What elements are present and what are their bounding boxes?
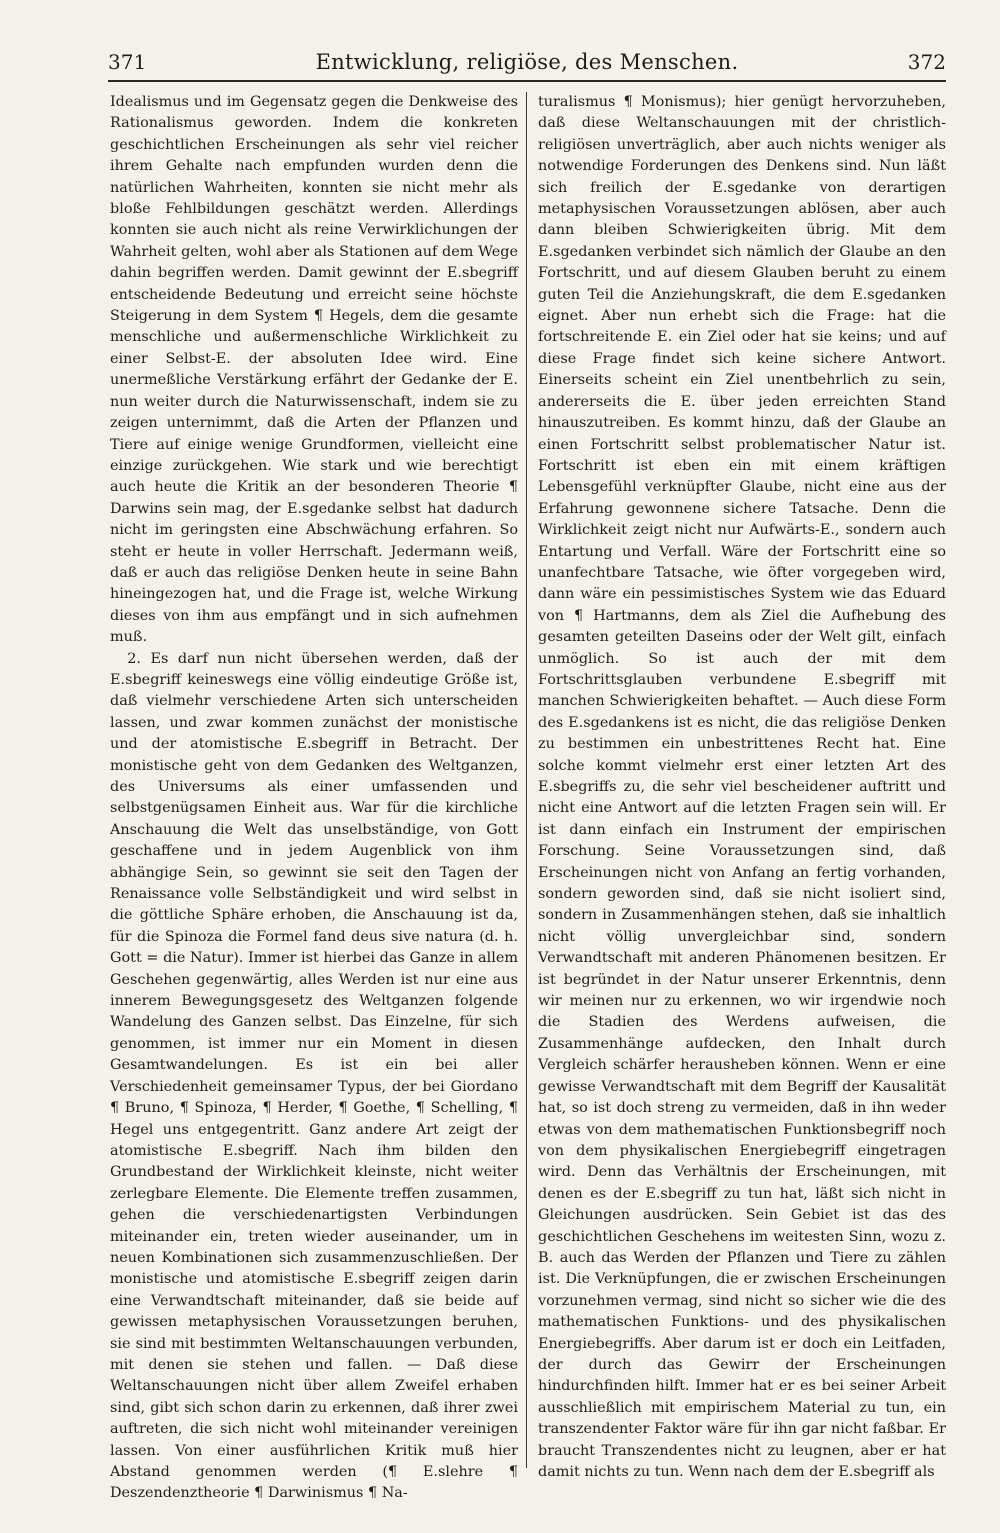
left-column	[110, 92, 518, 1505]
column-divider	[526, 92, 527, 1468]
paragraph: 2. Es darf nun nicht übersehen werden, daß der E.sbegriff keineswegs eine völlig eindeutige Größe ist, daß vielmehr verschiedene Arten sich unterscheiden lassen, und zwar kommen zunächst der monistische und der atomistische E.sbegriff in Betracht. Der monistische geht von dem Gedanken des Weltganzen, des Universums als einer umfassenden und selbstgenügsamen Einheit aus. War für die kirchliche Anschauung die Welt das unselbständige, von Gott geschaffene und in jedem Augenblick von ihm abhängige Sein, so gewinnt sie seit den Tagen der Renaissance volle Selbständigkeit und wird selbst in die göttliche Sphäre erhoben, die Anschauung ist da, für die Spinoza die Formel fand deus sive natura (d. h. Gott = die Natur). Immer ist hierbei das Ganze in allem Geschehen gegenwärtig, alles Werden ist nur eine aus innerem Bewegungsgesetz des Weltganzen folgende Wandelung des Ganzen selbst. Das Einzelne, für sich genommen, ist immer nur ein Moment in diesen Gesamtwandelungen. Es ist ein bei aller Verschiedenheit gemeinsamer Typus, der bei Giordano ¶ Bruno, ¶ Spinoza, ¶ Herder, ¶ Goethe, ¶ Schelling, ¶ Hegel uns entgegentritt. Ganz andere Art zeigt der atomistische E.sbegriff. Nach ihm bilden den Grundbestand der Wirklichkeit kleinste, nicht weiter zerlegbare Elemente. Die Elemente treffen zusammen, gehen die verschiedenartigsten Verbindungen miteinander ein, treten wieder auseinander, um in neuen Kombinationen sich zusammenzuschließen. Der monistische und atomistische E.sbegriff zeigen darin eine Verwandtschaft miteinander, daß sie beide auf gewissen metaphysischen Voraussetzungen beruhen, sie sind mit bestimmten Weltanschauungen verbunden, mit denen sie stehen und fallen. — Daß diese Weltanschauungen nicht über allem Zweifel erhaben sind, gibt sich schon darin zu erkennen, daß ihrer zwei auftreten, die sich nicht wohl miteinander vereinigen lassen. Von einer ausführlichen Kritik muß hier Abstand genommen werden (¶ E.slehre ¶ Deszendenztheorie ¶ Darwinismus ¶ Na-	[110, 650, 518, 1502]
running-header	[108, 40, 946, 74]
page-number-left: 371	[108, 50, 147, 74]
right-column	[538, 92, 946, 1483]
page-number-right: 372	[907, 50, 946, 74]
paragraph: turalismus ¶ Monismus); hier genügt hervorzuheben, daß diese Weltanschauungen mit der christlich-religiösen unverträglich, aber auch nichts weniger als notwendige Forderungen des Denkens sind. Nun läßt sich freilich der E.sgedanke von derartigen metaphysischen Voraussetzungen ablösen, aber auch dann bleiben Schwierigkeiten übrig. Mit dem E.sgedanken verbindet sich nämlich der Glaube an den Fortschritt, und auf diesem Glauben beruht zu einem guten Teil die Anziehungskraft, die dem E.sgedanken eignet. Aber nun erhebt sich die Frage: hat die fortschreitende E. ein Ziel oder hat sie keins; und auf diese Frage findet sich keine sichere Antwort. Einerseits scheint ein Ziel unentbehrlich zu sein, andererseits die E. über jeden erreichten Stand hinauszutreiben. Es kommt hinzu, daß der Glaube an einen Fortschritt selbst problematischer Natur ist. Fortschritt ist eben ein mit einem kräftigen Lebensgefühl verknüpfter Glaube, nicht eine aus der Erfahrung gewonnene sichere Tatsache. Denn die Wirklichkeit zeigt nicht nur Aufwärts-E., sondern auch Entartung und Verfall. Wäre der Fortschritt eine so unanfechtbare Tatsache, wie öfter vorgegeben wird, dann wäre ein pessimistisches System wie das Eduard von ¶ Hartmanns, dem als Ziel die Aufhebung des gesamten geteilten Daseins oder der Welt gilt, einfach unmöglich. So ist auch der mit dem Fortschrittsglauben verbundene E.sbegriff mit manchen Schwierigkeiten behaftet. — Auch diese Form des E.sgedankens ist es nicht, die das religiöse Denken zu bestimmen ein unbestrittenes Recht hat. Eine solche kommt vielmehr erst einer letzten Art des E.sbegriffs zu, die sehr viel bescheidener auftritt und nicht eine Antwort auf die letzten Fragen sein will. Er ist dann einfach ein Instrument der empirischen Forschung. Seine Voraussetzungen sind, daß Erscheinungen nicht von Anfang an fertig vorhanden, sondern geworden sind, daß sie nicht isoliert sind, sondern in Zusammenhängen stehen, daß sie inhaltlich nicht völlig unvergleichbar sind, sondern Verwandtschaft mit anderen Phänomenen besitzen. Er ist begründet in der Natur unserer Erkenntnis, denn wir meinen nur zu erkennen, wo wir irgendwie noch die Stadien des Werdens aufweisen, die Zusammenhänge aufdecken, den Inhalt durch Vergleich schärfer herausheben können. Wenn er eine gewisse Verwandtschaft mit dem Begriff der Kausalität hat, so ist doch streng zu vermeiden, daß in ihn weder etwas von dem mathematischen Funktionsbegriff noch von dem physikalischen Energiebegriff eingetragen wird. Denn das Verhältnis der Erscheinungen, mit denen es der E.sbegriff zu tun hat, läßt sich nicht in Gleichungen ausdrücken. Sein Gebiet ist das des geschichtlichen Geschehens im weitesten Sinn, wozu z. B. auch das Werden der Pflanzen und Tiere zu zählen ist. Die Verknüpfungen, die er zwischen Erscheinungen vorzunehmen vermag, sind nicht so sicher wie die des mathematischen Funktions- und des physikalischen Energiebegriffs. Aber darum ist er doch ein Leitfaden, der durch das Gewirr der Erscheinungen hindurchfinden hilft. Immer hat er es bei seiner Arbeit ausschließlich mit empirischem Material zu tun, ein transzendenter Faktor wäre für ihn gar nicht faßbar. Er braucht Transzendentes nicht zu leugnen, aber er hat damit nichts zu tun. Wenn nach dem der E.sbegriff als	[538, 94, 946, 1480]
running-title: Entwicklung, religiöse, des Menschen.	[315, 50, 739, 74]
header-rule	[108, 80, 946, 82]
paragraph: Idealismus und im Gegensatz gegen die Denkweise des Rationalismus geworden. Indem die konkreten geschichtlichen Erscheinungen als sehr viel reicher ihrem Gehalte nach empfunden wurden denn die natürlichen Wahrheiten, konnten sie nicht mehr als bloße Fehlbildungen geschätzt werden. Allerdings konnten sie auch nicht als reine Verwirklichungen der Wahrheit gelten, wohl aber als Stationen auf dem Wege dahin begriffen werden. Damit gewinnt der E.sbegriff entscheidende Bedeutung und erreicht seine höchste Steigerung in dem System ¶ Hegels, dem die gesamte menschliche und außermenschliche Wirklichkeit zu einer Selbst-E. der absoluten Idee wird. Eine unermeßliche Verstärkung erfährt der Gedanke der E. nun weiter durch die Naturwissenschaft, indem sie zu zeigen unternimmt, daß die Arten der Pflanzen und Tiere auf einige wenige Grundformen, vielleicht eine einzige zurückgehen. Wie stark und wie berechtigt auch heute die Kritik an der besonderen Theorie ¶ Darwins sein mag, der E.sgedanke selbst hat dadurch nicht im geringsten eine Abschwächung erfahren. So steht er heute in voller Herrschaft. Jedermann weiß, daß er auch das religiöse Denken heute in seine Bahn hineingezogen hat, und die Frage ist, welche Wirkung dieses von ihm aus empfängt und in sich aufnehmen muß.	[110, 94, 518, 646]
